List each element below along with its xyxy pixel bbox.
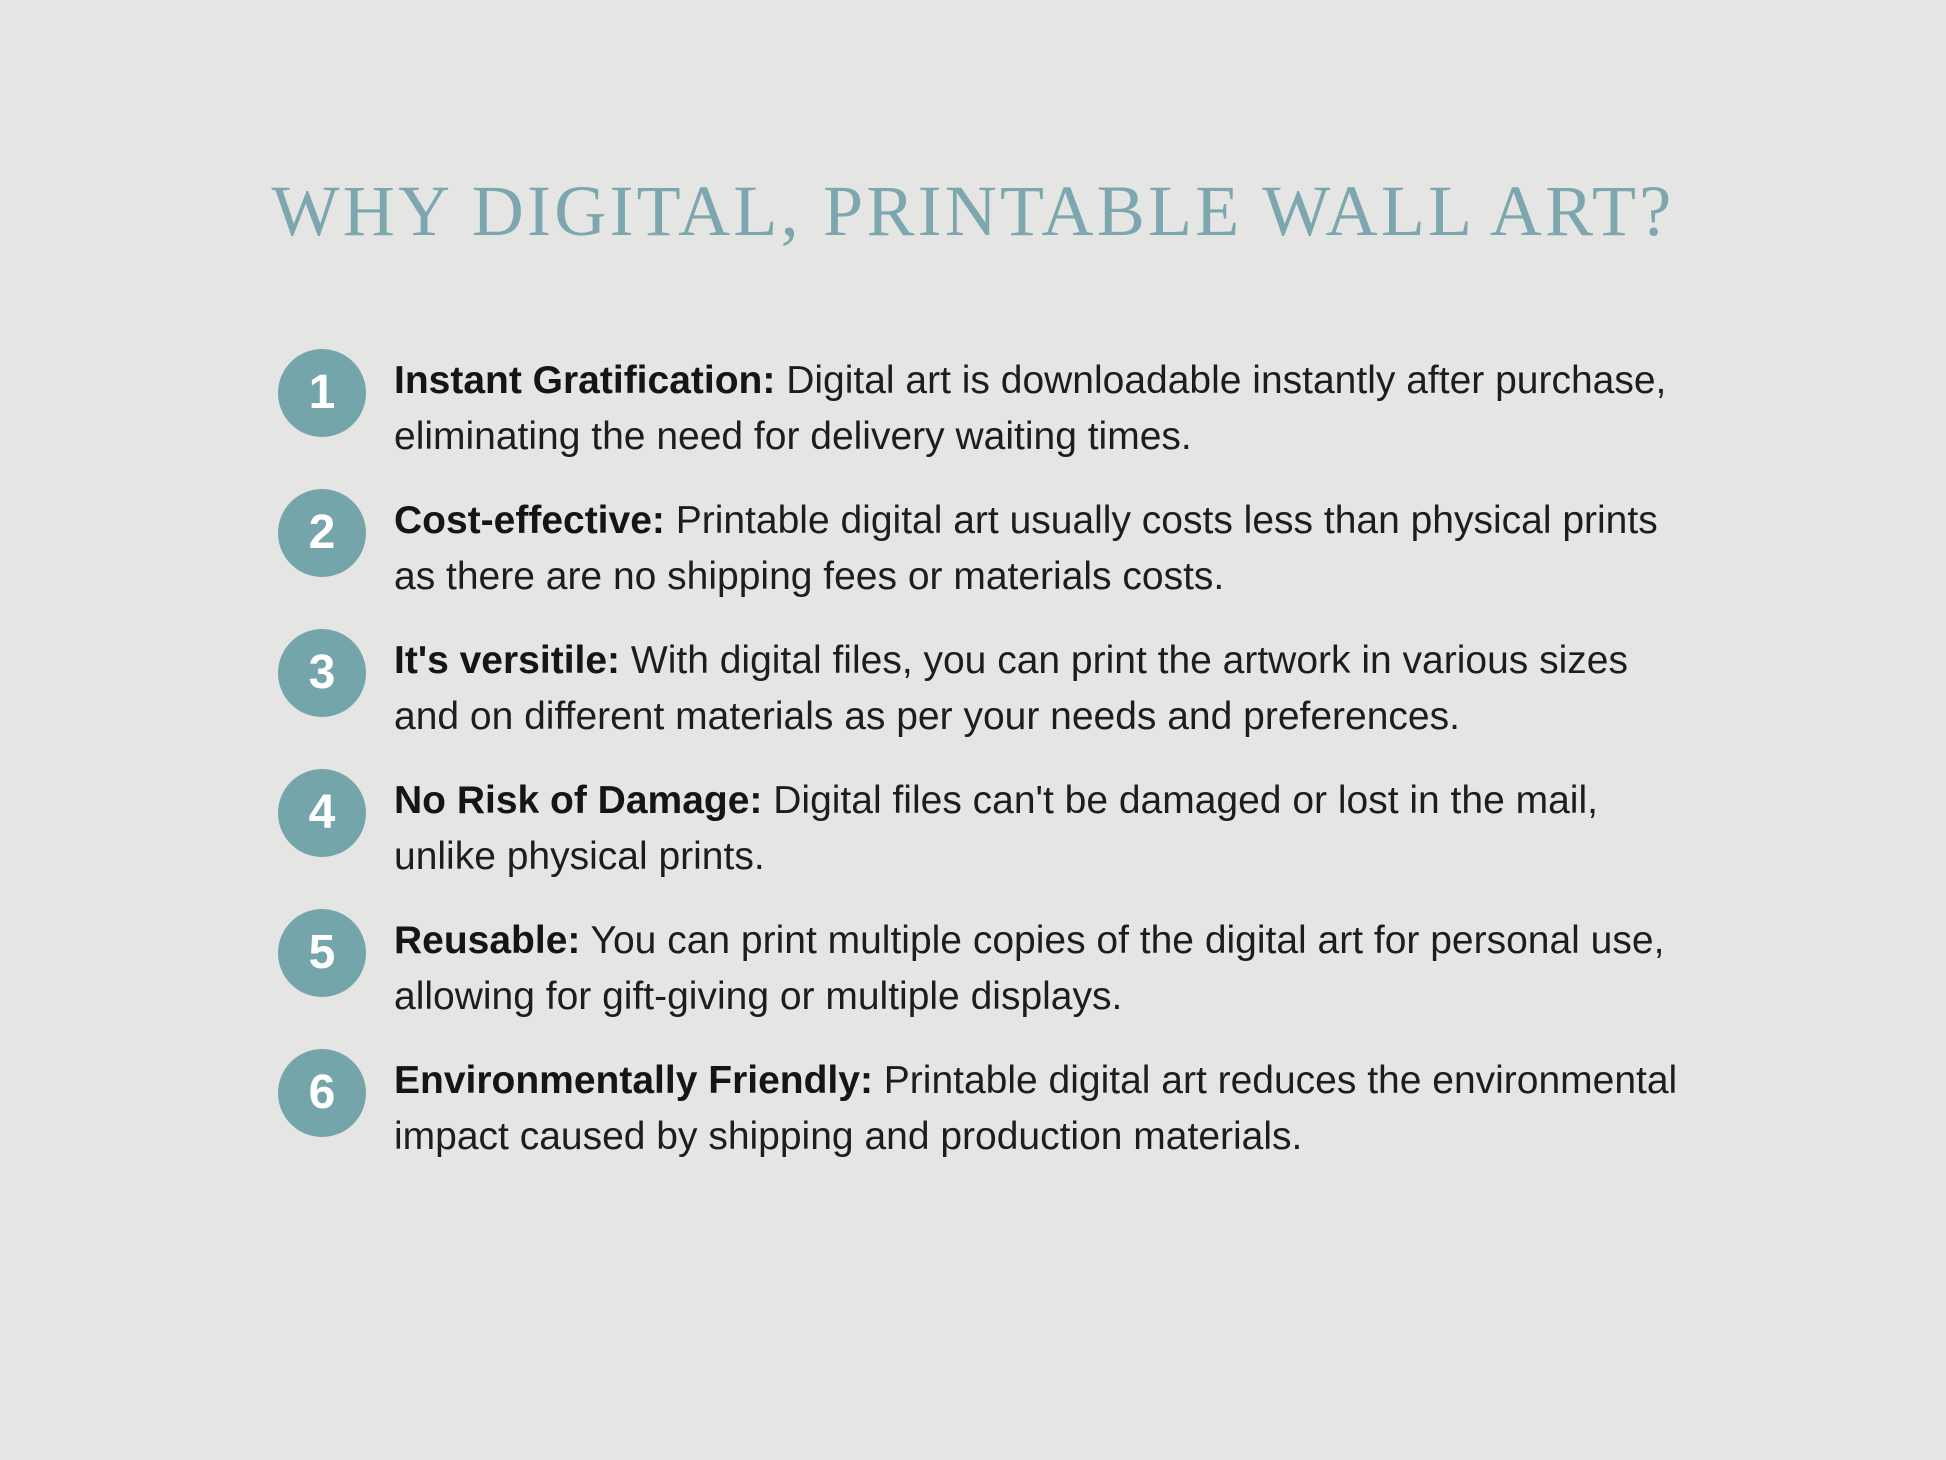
number-badge-1 [278,349,366,437]
badge-number: 3 [308,646,336,699]
number-badge-4 [278,769,366,857]
list-item-1 [278,353,1698,465]
item-body: You can print multiple copies of the digital art for personal use, allowing for gift-giving or multiple displays. [394,919,1665,1018]
item-lead: It's versitile: [394,639,621,682]
item-text [394,913,1694,1025]
item-text [394,633,1694,745]
number-badge-3 [278,629,366,717]
badge-number: 4 [308,786,336,839]
item-lead: Reusable: [394,919,581,962]
number-badge-2 [278,489,366,577]
item-lead: No Risk of Damage: [394,779,763,822]
badge-number: 5 [308,926,336,979]
badge-number: 2 [308,506,336,559]
item-body: With digital files, you can print the artwork in various sizes and on different materials as per your needs and preferences. [394,639,1628,738]
item-lead: Instant Gratification: [394,359,776,402]
list-item-6 [278,1053,1698,1165]
badge-number: 6 [308,1066,336,1119]
item-lead: Environmentally Friendly: [394,1059,873,1102]
benefits-list [278,353,1698,1165]
page-title: WHY DIGITAL, PRINTABLE WALL ART? [271,171,1675,251]
number-badge-6 [278,1049,366,1137]
list-item-5 [278,913,1698,1025]
item-text [394,1053,1694,1165]
list-item-3 [278,633,1698,745]
number-badge-5 [278,909,366,997]
item-text [394,773,1694,885]
item-text [394,353,1694,465]
item-body: Printable digital art reduces the environmental impact caused by shipping and production materials. [394,1059,1678,1158]
item-body: Printable digital art usually costs less than physical prints as there are no shipping fees or materials costs. [394,499,1658,598]
item-body: Digital art is downloadable instantly after purchase, eliminating the need for delivery waiting times. [394,359,1667,458]
item-body: Digital files can't be damaged or lost in the mail, unlike physical prints. [394,779,1598,878]
item-lead: Cost-effective: [394,499,665,542]
list-item-4 [278,773,1698,885]
badge-number: 1 [308,366,336,419]
item-text [394,493,1694,605]
list-item-2 [278,493,1698,605]
